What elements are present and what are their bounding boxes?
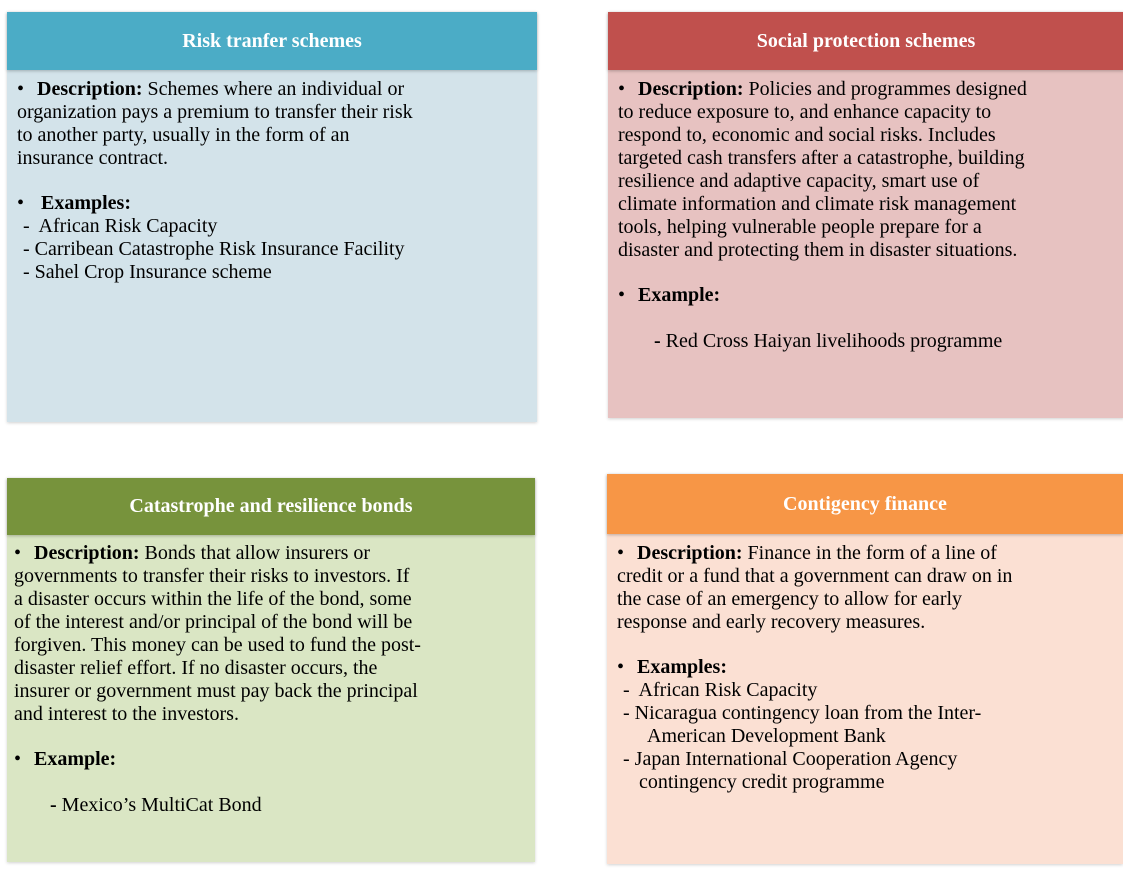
- description-line: and interest to the investors.: [14, 703, 239, 725]
- bullet-marker: •: [14, 542, 22, 564]
- bullet-marker: •: [617, 542, 625, 564]
- description-bullet: [17, 78, 532, 101]
- contingency-finance-body: [617, 542, 1123, 794]
- example-item: - Nicaragua contingency loan from the Inter-: [623, 702, 982, 724]
- description-line: forgiven. This money can be used to fund the post-: [14, 634, 421, 656]
- risk-transfer-title: Risk tranfer schemes: [182, 29, 362, 52]
- description-line: of the interest and/or principal of the bond will be: [14, 611, 413, 633]
- example-item: [14, 771, 532, 840]
- bullet-marker: •: [17, 78, 25, 100]
- description-line: response and early recovery measures.: [617, 611, 926, 633]
- description-line: tools, helping vulnerable people prepare for a: [618, 216, 982, 238]
- risk-transfer-header: [7, 12, 537, 70]
- description-line: governments to transfer their risks to investors. If: [14, 565, 410, 587]
- description-bullet: [618, 78, 1123, 101]
- description-line: organization pays a premium to transfer their risk: [17, 101, 413, 123]
- example-item: - Sahel Crop Insurance scheme: [23, 261, 272, 283]
- example-text: Mexico’s MultiCat Bond: [61, 794, 262, 816]
- example-text: Red Cross Haiyan livelihoods programme: [665, 330, 1003, 352]
- examples-label: Example:: [34, 748, 117, 770]
- description-line: to reduce exposure to, and enhance capacity to: [618, 101, 992, 123]
- description-line: resilience and adaptive capacity, smart use of: [618, 170, 980, 192]
- description-line: the case of an emergency to allow for early: [617, 588, 963, 610]
- bullet-marker: •: [617, 656, 625, 678]
- description-line: to another party, usually in the form of an: [17, 124, 350, 146]
- description-line: disaster and protecting them in disaster situations.: [618, 239, 1018, 261]
- example-item: [618, 307, 1123, 376]
- social-protection-title: Social protection schemes: [756, 29, 976, 52]
- examples-label: Examples:: [41, 192, 131, 214]
- examples-bullet: [617, 656, 1123, 679]
- contingency-finance-title: Contigency finance: [783, 492, 947, 515]
- description-line: respond to, economic and social risks. Includes: [618, 124, 996, 146]
- description-label: Description:: [638, 78, 744, 100]
- catastrophe-bonds-header: [7, 478, 535, 535]
- description-line: Finance in the form of a line of: [742, 542, 997, 564]
- bullet-marker: •: [17, 192, 25, 214]
- description-line: Policies and programmes designed: [743, 78, 1027, 100]
- example-item: American Development Bank: [647, 725, 886, 747]
- example-item: - African Risk Capacity: [623, 679, 818, 701]
- example-item: contingency credit programme: [639, 771, 885, 793]
- description-bullet: [617, 542, 1123, 565]
- catastrophe-bonds-panel: [7, 478, 535, 862]
- example-dash: -: [50, 794, 57, 816]
- social-protection-header: [608, 12, 1123, 70]
- description-bullet: [14, 542, 532, 565]
- description-line: insurer or government must pay back the principal: [14, 680, 418, 702]
- contingency-finance-header: [607, 474, 1123, 534]
- examples-bullet: [17, 192, 532, 215]
- description-line: climate information and climate risk management: [618, 193, 1017, 215]
- social-protection-body: [618, 78, 1123, 376]
- description-label: Description:: [37, 78, 143, 100]
- description-line: disaster relief effort. If no disaster occurs, the: [14, 657, 378, 679]
- description-line: credit or a fund that a government can draw on in: [617, 565, 1013, 587]
- bullet-marker: •: [618, 78, 626, 100]
- examples-bullet: [14, 748, 532, 771]
- bullet-marker: •: [618, 284, 626, 306]
- example-item: - Japan International Cooperation Agency: [623, 748, 958, 770]
- risk-transfer-panel: [7, 12, 537, 422]
- description-label: Description:: [637, 542, 743, 564]
- social-protection-panel: [608, 12, 1123, 418]
- example-item: - African Risk Capacity: [23, 215, 218, 237]
- bullet-marker: •: [14, 748, 22, 770]
- description-label: Description:: [34, 542, 140, 564]
- description-line: a disaster occurs within the life of the bond, some: [14, 588, 412, 610]
- examples-bullet: [618, 284, 1123, 307]
- catastrophe-bonds-body: [14, 542, 532, 840]
- example-item: - Carribean Catastrophe Risk Insurance Facility: [23, 238, 405, 260]
- catastrophe-bonds-title: Catastrophe and resilience bonds: [129, 495, 413, 517]
- description-line: Bonds that allow insurers or: [139, 542, 371, 564]
- example-dash: -: [654, 330, 661, 352]
- description-line: Schemes where an individual or: [142, 78, 405, 100]
- contingency-finance-panel: [607, 474, 1123, 864]
- risk-transfer-body: [17, 78, 532, 284]
- description-line: insurance contract.: [17, 147, 169, 169]
- examples-label: Examples:: [637, 656, 727, 678]
- description-line: targeted cash transfers after a catastrophe, building: [618, 147, 1025, 169]
- examples-label: Example:: [638, 284, 721, 306]
